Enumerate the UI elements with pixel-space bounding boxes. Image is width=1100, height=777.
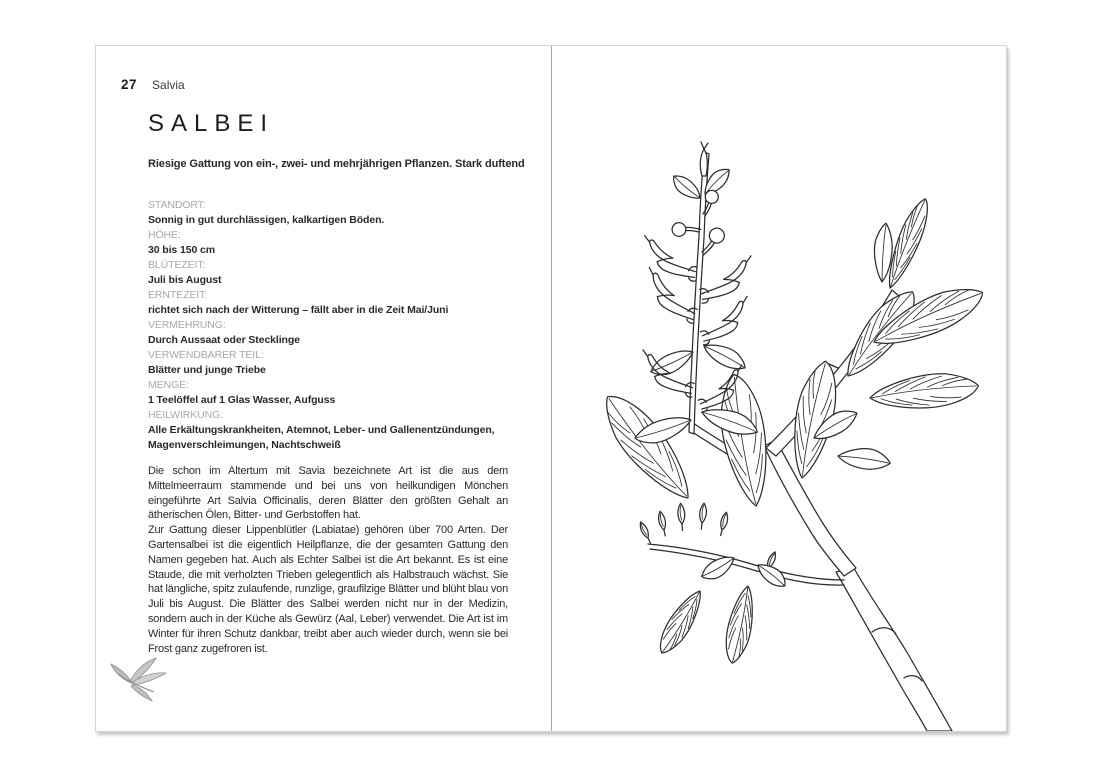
- info-label: HÖHE:: [148, 229, 181, 241]
- page-number: 27: [121, 77, 138, 92]
- book-spread: [95, 45, 1007, 732]
- info-value: 30 bis 150 cm: [148, 244, 215, 256]
- info-label: VERMEHRUNG:: [148, 319, 226, 331]
- subtitle: Riesige Gattung von ein-, zwei- und mehrjährigen Pflanzen. Stark duftend: [148, 158, 525, 170]
- info-label: HEILWIRKUNG:: [148, 409, 224, 421]
- info-label: ERNTEZEIT:: [148, 289, 208, 301]
- sage-botanical-illustration: [552, 46, 1006, 731]
- running-header: [121, 77, 185, 92]
- sage-sprig-ornament-icon: [108, 652, 172, 704]
- running-title: Salvia: [152, 78, 185, 92]
- body-paragraph: Zur Gattung dieser Lippenblütler (Labiatae) gehören über 700 Arten. Der Gartensalbei ist die eigentlich Heilpflanze, die der gesamten Gattung den Namen gegeben hat. Auch als Echter Salbei ist die Art bekannt. Es ist eine Staude, die mit verholzten Trieben gelegentlich als Halbstrauch wächst. Sie hat längliche, spitz zulaufende, runzlige, graufilzige Blätter und blüht blau von Juli bis August. Die Blätter des Salbei werden nicht nur in der Medizin, sondern auch in der Küche als Gewürz (Aal, Leber) verwendet. Die Art ist im Winter für ihren Schutz dankbar, treibt aber auch wieder durch, wenn sie bei Frost ganz zugefroren ist.: [148, 524, 508, 655]
- plant-info-list: [148, 198, 510, 453]
- info-label: STANDORT:: [148, 199, 206, 211]
- info-label: MENGE:: [148, 379, 189, 391]
- info-value: 1 Teelöffel auf 1 Glas Wasser, Aufguss: [148, 394, 336, 406]
- info-value: Sonnig in gut durchlässigen, kalkartigen Böden.: [148, 214, 385, 226]
- info-value: Juli bis August: [148, 274, 222, 286]
- info-value: Alle Erkältungskrankheiten, Atemnot, Leber- und Gallenentzündungen, Magenverschleimungen, Nachtschweiß: [148, 424, 495, 451]
- info-value: Blätter und junge Triebe: [148, 364, 266, 376]
- body-text: [148, 464, 508, 656]
- sage-branch-drawing: [592, 142, 990, 731]
- body-paragraph: Die schon im Altertum mit Savia bezeichnete Art ist die aus dem Mittelmeerraum stammende und bei uns von heilkundigen Mönchen eingeführte Art Salvia Officinalis, deren Blätter den größten Gehalt an ätherischen Ölen, Bitter- und Gerbstoffen hat.: [148, 465, 508, 522]
- info-value: Durch Aussaat oder Stecklinge: [148, 334, 300, 346]
- info-label: VERWENDBARER TEIL:: [148, 349, 264, 361]
- page-title: SALBEI: [148, 110, 275, 137]
- info-label: BLÜTEZEIT:: [148, 259, 206, 271]
- info-value: richtet sich nach der Witterung – fällt aber in die Zeit Mai/Juni: [148, 304, 449, 316]
